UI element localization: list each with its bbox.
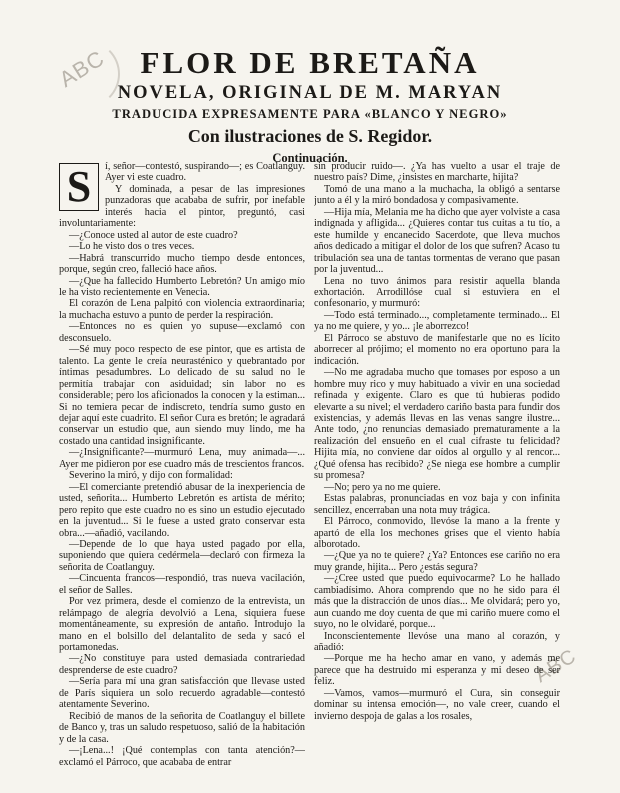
paragraph: Severino la miró, y dijo con formalidad: (69, 470, 233, 482)
paragraph: —Vamos, vamos—murmuró el Cura, sin conseguir dominar su intensa emoción—, no vale creer, cuando el invierno despoja de galas a los rosales, (314, 687, 560, 722)
paragraph: —Habrá transcurrido mucho tiempo desde entonces, porque, según creo, falleció hace años. (59, 252, 305, 276)
paragraph: —¿Que ha fallecido Humberto Lebretón? Un amigo mío le ha visto recientemente en Venecia. (59, 275, 305, 298)
paragraph: —Cincuenta francos—respondió, tras nueva vacilación, el señor de Salles. (59, 573, 305, 596)
paragraph: í, señor—contestó, suspirando—; es Coatlanguy. Ayer vi este cuadro. (105, 161, 305, 184)
paragraph: —Lo he visto dos o tres veces. (69, 241, 195, 253)
paragraph: Lena no tuvo ánimos para resistir aquella blanda exhortación. Arrodillóse cual si estuviera en el confesonario, y murmuró: (314, 275, 560, 310)
paragraph: —Todo está terminado..., completamente terminado... El ya no me quiere, y yo... ¡le aborrezco! (314, 309, 560, 333)
paragraph: —Depende de lo que haya usted pagado por ella, suponiendo que quiera cedérmela—declaró con firmeza la señorita de Coatlanguy. (59, 538, 305, 573)
paragraph: —Hija mía, Melania me ha dicho que ayer volviste a casa indignada y afligida... ¿Quieres contar tus cuitas a tu tío, a este humilde y encanecido Sacerdote, que lleva muchos años dedicado a mitigar el dolor de los que sufren? Acaso tu tribulación sea una de tantas tormentas de verano que pasan por la juventud... (314, 206, 560, 276)
paragraph: —El comerciante pretendió abusar de la inexperiencia de usted, señorita... Humberto Lebretón es artista de mérito; pero repito que este cuadro no es sino un estudio ejecutado en la juventud... Si le fuese a usted grato conservar esta obra...—añadió, vacilando. (59, 481, 305, 539)
article-header (0, 46, 620, 166)
text-column-right (314, 161, 560, 786)
paragraph: —¿Cree usted que puedo equivocarme? Lo he hallado cambiadísimo. Ahora comprendo que no he sido para él más que la distracción de unos días... Me olvidará; pero yo, aun cuando me doy cuenta de que mi cariño muere como el suyo, no le olvidaré, porque... (314, 573, 560, 631)
novel-subtitle: NOVELA, ORIGINAL DE M. MARYAN (117, 83, 503, 103)
drop-cap: S (59, 163, 99, 211)
paragraph: —¿No constituye para usted demasiada contrariedad desprenderse de este cuadro? (59, 653, 305, 676)
paragraph: —¿Insignificante?—murmuró Lena, muy animada—... Ayer me pidieron por ese cuadro más de trescientos francos. (59, 447, 305, 470)
text-column-left (59, 161, 305, 786)
paragraph: —Porque me ha hecho amar en vano, y además me parece que ha destruido mi esperanza y mi deseo de ser feliz. (314, 653, 560, 688)
paragraph: —Entonces no es quien yo supuse—exclamó con desconsuelo. (59, 321, 305, 344)
paragraph: —¿Que ya no te quiere? ¿Ya? Entonces ese cariño no era muy grande, hijita... Pero ¿estás segura? (314, 550, 560, 573)
paragraph: —Sería para mí una gran satisfacción que llevase usted de París siquiera un solo recuerdo agradable—contestó atentamente Severino. (59, 676, 305, 711)
abc-watermark-top-left: ABC (54, 45, 109, 92)
paragraph: —¡Lena...! ¡Qué contemplas con tanta atención?—exclamó el Párroco, que acababa de entrar (59, 745, 305, 768)
paragraph: Recibió de manos de la señorita de Coatlanguy el billete de Banco y, tras un saludo respetuoso, salió de la habitación y de la casa. (59, 710, 305, 745)
paragraph: sin producir ruido—. ¿Ya has vuelto a usar el traje de nuestro país? Dime, ¿insistes en marcharte, hijita? (314, 161, 560, 184)
translation-credit: TRADUCIDA EXPRESAMENTE PARA «BLANCO Y NEGRO» (112, 107, 508, 121)
paragraph: Inconscientemente llevóse una mano al corazón, y añadió: (314, 630, 560, 654)
paragraph: —No; pero ya no me quiere. (324, 481, 441, 493)
paragraph: El Párroco, conmovido, llevóse la mano a la frente y apartó de ella los mechones grises que el viento había alborotado. (314, 516, 560, 550)
abc-watermark-bottom-right: ABC (531, 645, 581, 688)
paragraph: —Sé muy poco respecto de ese pintor, que es artista de talento. La gente le creía neurasténico y quebrantado por íntimas pesadumbres. Lo delicado de su salud no le permitía trabajar con asiduidad; sin labor no es considerable; pero los aficionados la conocen y la estiman... Si no temiera pecar de indiscreto, tendría sumo gusto en dejar aquí este cuadrito. El señor Cura es bretón; le agradará conservar un estudio que, aun siendo muy lindo, me ha costado una cantidad insignificante. (59, 344, 305, 447)
novel-title: FLOR DE BRETAÑA (140, 45, 480, 80)
illustration-credit: Con ilustraciones de S. Regidor. (187, 126, 433, 146)
paragraph: —No me agradaba mucho que tomases por esposo a un hombre muy rico y muy habituado a vivir en una sociedad refinada y exigente. Claro es que tú hubieras podido elevarte a su nivel; el verdadero cariño basta para fundir dos existencias, y además llevas en las venas sangre ilustre... Ante todo, ¿no renuncias demasiado prematuramente a la realización del ensueño en el cual cifraste tu felicidad? Hijita mía, no conviene dar oídos al orgullo y al rencor... ¿Qué ofensa has recibido? ¿Se niega ese hombre a cumplir su promesa? (314, 367, 560, 482)
paragraph: Por vez primera, desde el comienzo de la entrevista, un relámpago de alegría devolvió a Lena, siquiera fuese momentáneamente, su expresión de antaño. Introdujo la mano en el bolsillo del delantalito de seda y sacó el portamonedas. (59, 596, 305, 654)
paragraph: El Párroco se abstuvo de manifestarle que no es lícito aborrecer al prójimo; el momento no era oportuno para la indicación. (314, 332, 560, 367)
paragraph: —¿Conoce usted al autor de este cuadro? (69, 229, 238, 241)
paragraph: El corazón de Lena palpitó con violencia extraordinaria; la muchacha estuvo a punto de perder la respiración. (59, 298, 305, 321)
paragraph: Tomó de una mano a la muchacha, la obligó a sentarse junto a él y la miró bondadosa y compasivamente. (314, 183, 560, 207)
continuation-label: Continuación. (272, 151, 348, 165)
paragraph: Y dominada, a pesar de las impresiones punzadoras que acababa de sufrir, por inefable interés hacia el pintor, preguntó, casi involuntariamente: (59, 183, 305, 230)
paragraph: Estas palabras, pronunciadas en voz baja y con infinita sencillez, encerraban una nota muy trágica. (314, 493, 560, 516)
